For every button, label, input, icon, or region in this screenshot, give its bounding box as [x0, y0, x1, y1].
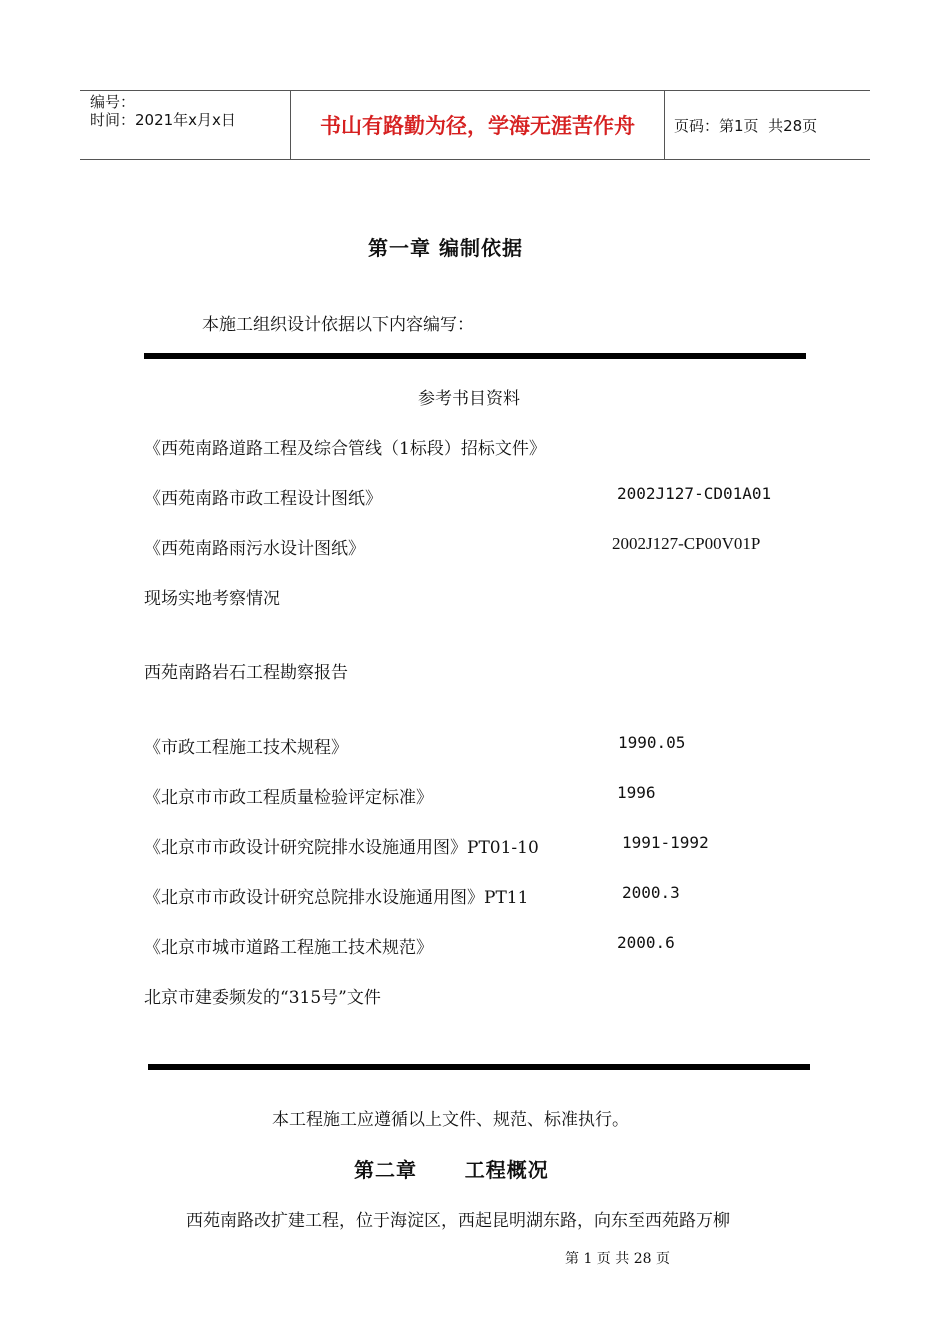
reference-code: 2002J127-CD01A01	[617, 484, 772, 503]
bottom-table-rule	[148, 1064, 810, 1070]
reference-title: 《西苑南路雨污水设计图纸》	[144, 539, 365, 559]
chapter2-intro: 西苑南路改扩建工程，位于海淀区，西起昆明湖东路，向东至西苑路万柳	[186, 1211, 730, 1231]
reference-title: 《西苑南路道路工程及综合管线（1标段）招标文件》	[144, 439, 546, 459]
reference-title: 《西苑南路市政工程设计图纸》	[144, 489, 382, 509]
reference-code: 1996	[617, 783, 656, 802]
reference-code: 2000.3	[622, 883, 680, 902]
page-footer: 第 1 页 共 28 页	[565, 1251, 670, 1267]
reference-title: 现场实地考察情况	[144, 589, 280, 609]
reference-title: 《市政工程施工技术规程》	[144, 738, 348, 758]
header-meta	[80, 91, 291, 159]
reference-title: 《北京市城市道路工程施工技术规范》	[144, 938, 433, 958]
reference-code: 2000.6	[617, 933, 675, 952]
header-page-info	[665, 91, 870, 159]
header-motto: 书山有路勤为径，学海无涯苦作舟	[291, 91, 665, 159]
reference-title: 《北京市市政工程质量检验评定标准》	[144, 788, 433, 808]
chapter1-intro: 本施工组织设计依据以下内容编写：	[202, 315, 474, 335]
header-time-label: 时间：2021年x月x日	[90, 111, 236, 129]
chapter2-title: 第二章 工程概况	[354, 1158, 549, 1182]
header-number-label: 编号：	[90, 93, 136, 111]
reference-code: 2002J127-CP00V01P	[612, 534, 761, 553]
reference-code: 1990.05	[618, 733, 686, 752]
compliance-note: 本工程施工应遵循以上文件、规范、标准执行。	[272, 1110, 629, 1130]
page-header	[80, 90, 870, 160]
top-table-rule	[144, 353, 806, 359]
reference-title: 北京市建委频发的“315号”文件	[144, 988, 381, 1008]
reference-code: 1991-1992	[622, 833, 709, 852]
reference-title: 西苑南路岩石工程勘察报告	[144, 663, 348, 683]
chapter1-title: 第一章 编制依据	[368, 236, 523, 260]
references-heading: 参考书目资料	[418, 389, 520, 409]
reference-title: 《北京市市政设计研究总院排水设施通用图》PT11	[144, 888, 529, 908]
header-page-label: 页码：第1页 共28页	[674, 116, 818, 135]
reference-title: 《北京市市政设计研究院排水设施通用图》PT01-10	[144, 838, 539, 858]
